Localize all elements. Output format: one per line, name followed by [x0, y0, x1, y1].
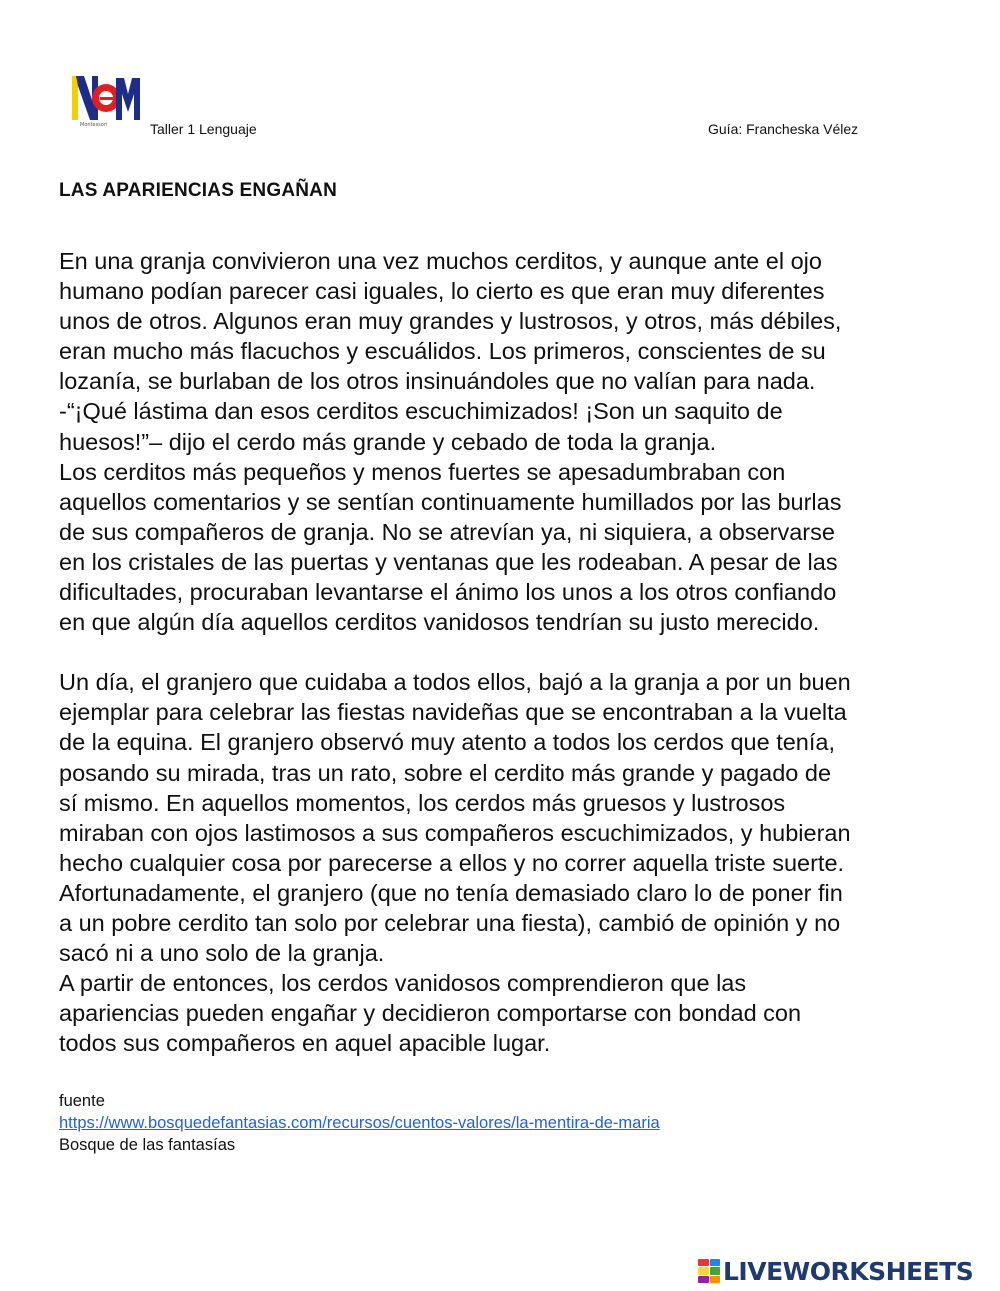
story-line: unos de otros. Algunos eran muy grandes y lustrosos, y otros, más débiles, [59, 308, 842, 335]
liveworksheets-watermark [698, 1258, 973, 1284]
story-line: en que algún día aquellos cerditos vanidosos tendrían su justo merecido. [59, 609, 820, 636]
svg-text:Montessori: Montessori [80, 122, 108, 128]
story-line: ejemplar para celebrar las fiestas navideñas que se encontraban a la vuelta [59, 699, 847, 726]
story-line: apariencias pueden engañar y decidieron comportarse con bondad con [59, 1000, 802, 1027]
paragraph-2 [59, 667, 959, 1058]
story-line: eran mucho más flacuchos y escuálidos. Los primeros, conscientes de su [59, 338, 826, 365]
paragraph-1 [59, 246, 959, 637]
liveworksheets-text: LIVEWORKSHEETS [723, 1256, 974, 1286]
story-line: dificultades, procuraban levantarse el ánimo los unos a los otros confiando [59, 579, 837, 606]
story-line: a un pobre cerdito tan solo por celebrar una fiesta), cambió de opinión y no [59, 909, 841, 936]
story-line: de sus compañeros de granja. No se atrevían ya, ni siquiera, a observarse [59, 518, 835, 545]
story-line: sacó ni a uno solo de la granja. [59, 940, 385, 967]
school-logo [66, 72, 146, 128]
story-line: -“¡Qué lástima dan esos cerditos escuchimizados! ¡Son un saquito de [59, 398, 783, 425]
source-label: fuente [59, 1092, 105, 1110]
badge-cell [710, 1259, 721, 1266]
story-line: En una granja convivieron una vez muchos cerditos, y aunque ante el ojo [59, 248, 822, 274]
story-line: posando su mirada, tras un rato, sobre el cerdito más grande y pagado de [59, 759, 832, 786]
story-line: sí mismo. En aquellos momentos, los cerdos más gruesos y lustrosos [59, 789, 786, 816]
badge-cell [710, 1276, 721, 1283]
story-line: huesos!”– dijo el cerdo más grande y cebado de toda la granja. [59, 428, 717, 455]
paragraph-gap [59, 637, 959, 667]
story-line: A partir de entonces, los cerdos vanidosos comprendieron que las [59, 970, 747, 997]
story-line: todos sus compañeros en aquel apacible lugar. [59, 1030, 551, 1057]
story-line: Afortunadamente, el granjero (que no tenía demasiado claro lo de poner fin [59, 879, 843, 906]
story-line: Los cerditos más pequeños y menos fuertes se apesadumbraban con [59, 458, 786, 485]
story-title: LAS APARIENCIAS ENGAÑAN [59, 180, 338, 201]
liveworksheets-icon [698, 1259, 720, 1283]
story-line: miraban con ojos lastimosos a sus compañeros escuchimizados, y hubieran [59, 819, 851, 846]
story-line: aquellos comentarios y se sentían continuamente humillados por las burlas [59, 488, 842, 515]
course-label: Taller 1 Lenguaje [150, 121, 257, 137]
badge-cell [710, 1267, 721, 1274]
story-line: humano podían parecer casi iguales, lo cierto es que eran muy diferentes [59, 278, 825, 305]
logo-mark [72, 76, 140, 128]
story-body [59, 246, 959, 1058]
guide-label: Guía: Francheska Vélez [708, 121, 859, 137]
source-site: Bosque de las fantasías [59, 1136, 236, 1154]
story-line: lozanía, se burlaban de los otros insinuándoles que no valían para nada. [59, 368, 816, 395]
source-link[interactable]: https://www.bosquedefantasias.com/recursos/cuentos-valores/la-mentira-de-maria [59, 1114, 660, 1132]
story-line: hecho cualquier cosa por parecerse a ellos y no correr aquella triste suerte. [59, 849, 845, 876]
story-line: de la equina. El granjero observó muy atento a todos los cerdos que tenía, [59, 729, 835, 756]
badge-cell [698, 1276, 709, 1283]
story-line: Un día, el granjero que cuidaba a todos ellos, bajó a la granja a por un buen [59, 669, 851, 696]
story-line: en los cristales de las puertas y ventanas que les rodeaban. A pesar de las [59, 548, 838, 575]
source-block [59, 1090, 660, 1156]
badge-cell [698, 1267, 709, 1274]
badge-cell [698, 1259, 709, 1266]
